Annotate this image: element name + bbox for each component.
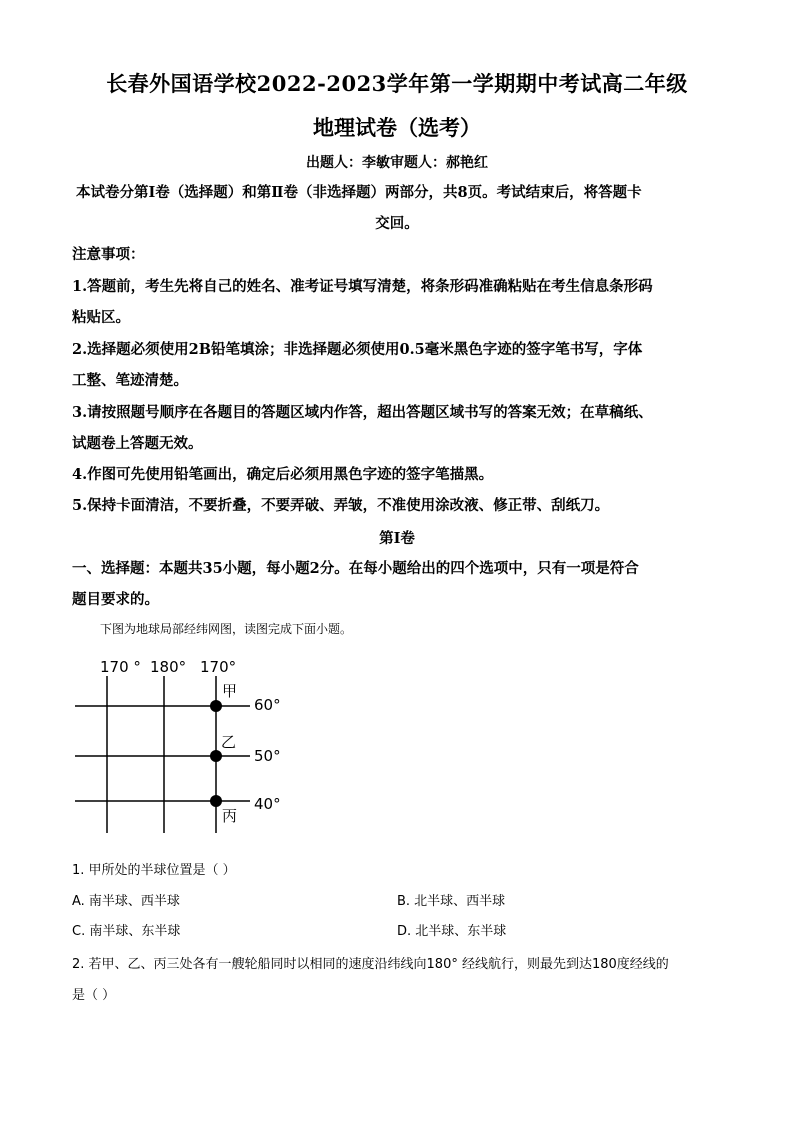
point-label-jia: 甲 [222, 682, 238, 700]
question-1-option-a: A. 南半球、西半球 [72, 894, 180, 909]
point-jia-marker [210, 700, 222, 712]
question-1: 1. 甲所处的半球位置是（ ） [72, 863, 236, 878]
point-yi-marker [210, 750, 222, 762]
question-2-line-2: 是（ ） [72, 988, 116, 1003]
latitude-label: 40° [254, 795, 281, 813]
graticule-diagram [60, 648, 320, 848]
notice-line: 试题卷上答题无效。 [72, 435, 203, 452]
notice-line: 4.作图可先使用铅笔画出，确定后必须用黑色字迹的签字笔描黑。 [72, 466, 494, 483]
question-1-option-d: D. 北半球、东半球 [397, 924, 507, 939]
notice-line: 5.保持卡面清洁，不要折叠，不要弄破、弄皱，不准使用涂改液、修正带、刮纸刀。 [72, 497, 610, 514]
longitude-label: 170° [200, 658, 237, 676]
volume-heading: 第Ⅰ卷 [379, 530, 415, 547]
notice-heading: 注意事项： [72, 246, 145, 263]
question-1-option-c: C. 南半球、东半球 [72, 924, 181, 939]
notice-line: 1.答题前，考生先将自己的姓名、准考证号填写清楚，将条形码准确粘贴在考生信息条形码 [72, 278, 653, 295]
notice-line: 3.请按照题号顺序在各题目的答题区域内作答，超出答题区域书写的答案无效；在草稿纸、 [72, 404, 653, 421]
notice-line: 工整、笔迹清楚。 [72, 372, 188, 389]
exam-subtitle: 地理试卷（选考） [313, 115, 481, 140]
longitude-label: 180° [150, 658, 187, 676]
author-line: 出题人：李敏审题人：郝艳红 [306, 155, 488, 171]
part-instruction-line-2: 题目要求的。 [72, 591, 159, 608]
question-2-line-1: 2. 若甲、乙、丙三处各有一艘轮船同时以相同的速度沿纬线向180° 经线航行，则最先到达180度经线的 [72, 957, 669, 972]
point-bing-marker [210, 795, 222, 807]
notice-line: 粘贴区。 [72, 309, 130, 326]
part-instruction-line-1: 一、选择题：本题共35小题，每小题2分。在每小题给出的四个选项中，只有一项是符合 [72, 560, 639, 577]
latitude-label: 50° [254, 747, 281, 765]
intro-line-2: 交回。 [375, 215, 419, 232]
latitude-label: 60° [254, 696, 281, 714]
intro-line-1: 本试卷分第Ⅰ卷（选择题）和第Ⅱ卷（非选择题）两部分，共8页。考试结束后，将答题卡 [76, 184, 642, 201]
question-1-option-b: B. 北半球、西半球 [397, 894, 506, 909]
point-label-bing: 丙 [222, 807, 238, 825]
exam-title: 长春外国语学校2022-2023学年第一学期期中考试高二年级 [106, 71, 688, 96]
point-label-yi: 乙 [221, 733, 237, 751]
longitude-label: 170 ° [100, 658, 141, 676]
notice-line: 2.选择题必须使用2B铅笔填涂；非选择题必须使用0.5毫米黑色字迹的签字笔书写，字体 [72, 341, 643, 358]
figure-note: 下图为地球局部经纬网图，读图完成下面小题。 [100, 622, 353, 636]
